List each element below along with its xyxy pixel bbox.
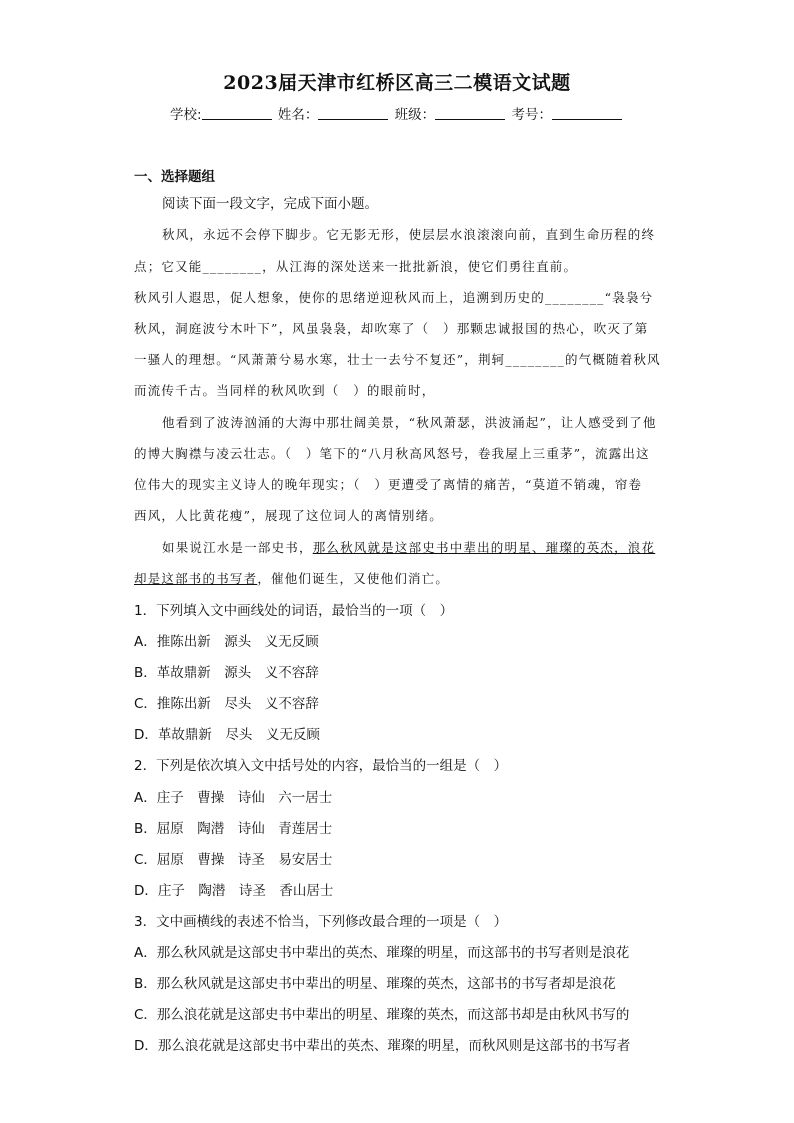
question-stem: 3．文中画横线的表述不恰当，下列修改最合理的一项是（ ） (134, 914, 508, 930)
school-label: 学校: (170, 107, 202, 123)
question-stem: 1．下列填入文中画线处的词语，最恰当的一项（ ） (134, 603, 454, 619)
passage-line: 一骚人的理想。“风萧萧兮易水寒，壮士一去兮不复还”，荆轲________的气概随着秋风 (134, 352, 661, 367)
passage-line: 他看到了波涛汹涌的大海中那壮阔美景，“秋风萧瑟，洪波涌起”，让人感受到了他 (162, 415, 657, 430)
passage-line (134, 569, 664, 587)
passage-text: 如果说江水是一部史书， (162, 540, 313, 555)
page-title: 2023届天津市红桥区高三二模语文试题 (223, 72, 571, 94)
id-label: 考号： (511, 107, 552, 123)
answer-option[interactable]: C．屈原 曹操 诗圣 易安居士 (134, 852, 333, 868)
name-blank[interactable] (318, 107, 388, 120)
instruction-text: 阅读下面一段文字，完成下面小题。 (162, 196, 378, 212)
answer-option[interactable]: D．庄子 陶潜 诗圣 香山居士 (134, 883, 334, 899)
answer-option[interactable]: D．那么浪花就是这部史书中辈出的英杰、璀璨的明星，而秋风则是这部书的书写者 (134, 1038, 631, 1054)
student-info-line (0, 103, 794, 123)
name-label: 姓名： (277, 107, 319, 123)
underlined-sentence: 那么秋风就是这部史书中辈出的明星、璀璨的英杰，浪花 (312, 540, 656, 555)
answer-option[interactable]: A．庄子 曹操 诗仙 六一居士 (134, 790, 333, 806)
underlined-sentence: 却是这部书的书写者 (134, 571, 258, 586)
answer-option[interactable]: B．那么秋风就是这部史书中辈出的明星、璀璨的英杰，这部书的书写者却是浪花 (134, 976, 616, 992)
school-blank[interactable] (202, 107, 272, 120)
answer-option[interactable]: B．革故鼎新 源头 义不容辞 (134, 665, 319, 681)
answer-option[interactable]: C．推陈出新 尽头 义不容辞 (134, 696, 319, 712)
passage-line: 而流传千古。当同样的秋风吹到（ ）的眼前时， (134, 383, 436, 398)
passage-line: 秋风，永远不会停下脚步。它无影无形，使层层水浪滚滚向前，直到生命历程的终 (162, 227, 656, 242)
passage-line: 位伟大的现实主义诗人的晚年现实；（ ）更遭受了离情的痛苦，“莫道不销魂，帘卷 (134, 477, 643, 492)
passage-line: 秋风，洞庭波兮木叶下”，风虽袅袅，却吹寒了（ ）那颗忠诚报国的热心，吹灭了第 (134, 321, 649, 336)
answer-option[interactable]: C．那么浪花就是这部史书中辈出的明星、璀璨的英杰，而这部书却是由秋风书写的 (134, 1007, 630, 1023)
id-blank[interactable] (552, 107, 622, 120)
class-label: 班级： (394, 107, 436, 123)
passage-line: 的博大胸襟与凌云壮志。（ ）笔下的“八月秋高风怒号，卷我屋上三重茅”，流露出这 (134, 446, 650, 461)
passage-line: 西风，人比黄花瘦”，展现了这位词人的离情别绪。 (134, 508, 443, 523)
passage-line: 点；它又能________，从江海的深处送来一批批新浪，使它们勇往直前。 (134, 259, 578, 274)
section-heading: 一、选择题组 (134, 169, 215, 185)
answer-option[interactable]: B．屈原 陶潜 诗仙 青莲居士 (134, 821, 333, 837)
answer-option[interactable]: A．那么秋风就是这部史书中辈出的英杰、璀璨的明星，而这部书的书写者则是浪花 (134, 945, 630, 961)
passage-line (162, 538, 692, 556)
passage-text: ，催他们诞生，又使他们消亡。 (257, 571, 450, 586)
question-stem: 2．下列是依次填入文中括号处的内容，最恰当的一组是（ ） (134, 758, 508, 774)
answer-option[interactable]: A．推陈出新 源头 义无反顾 (134, 634, 319, 650)
answer-option[interactable]: D．革故鼎新 尽头 义无反顾 (134, 727, 320, 743)
passage-line: 秋风引人遐思，促人想象，使你的思绪逆迎秋风而上，追溯到历史的________“袅袅兮 (134, 290, 654, 305)
class-blank[interactable] (435, 107, 505, 120)
